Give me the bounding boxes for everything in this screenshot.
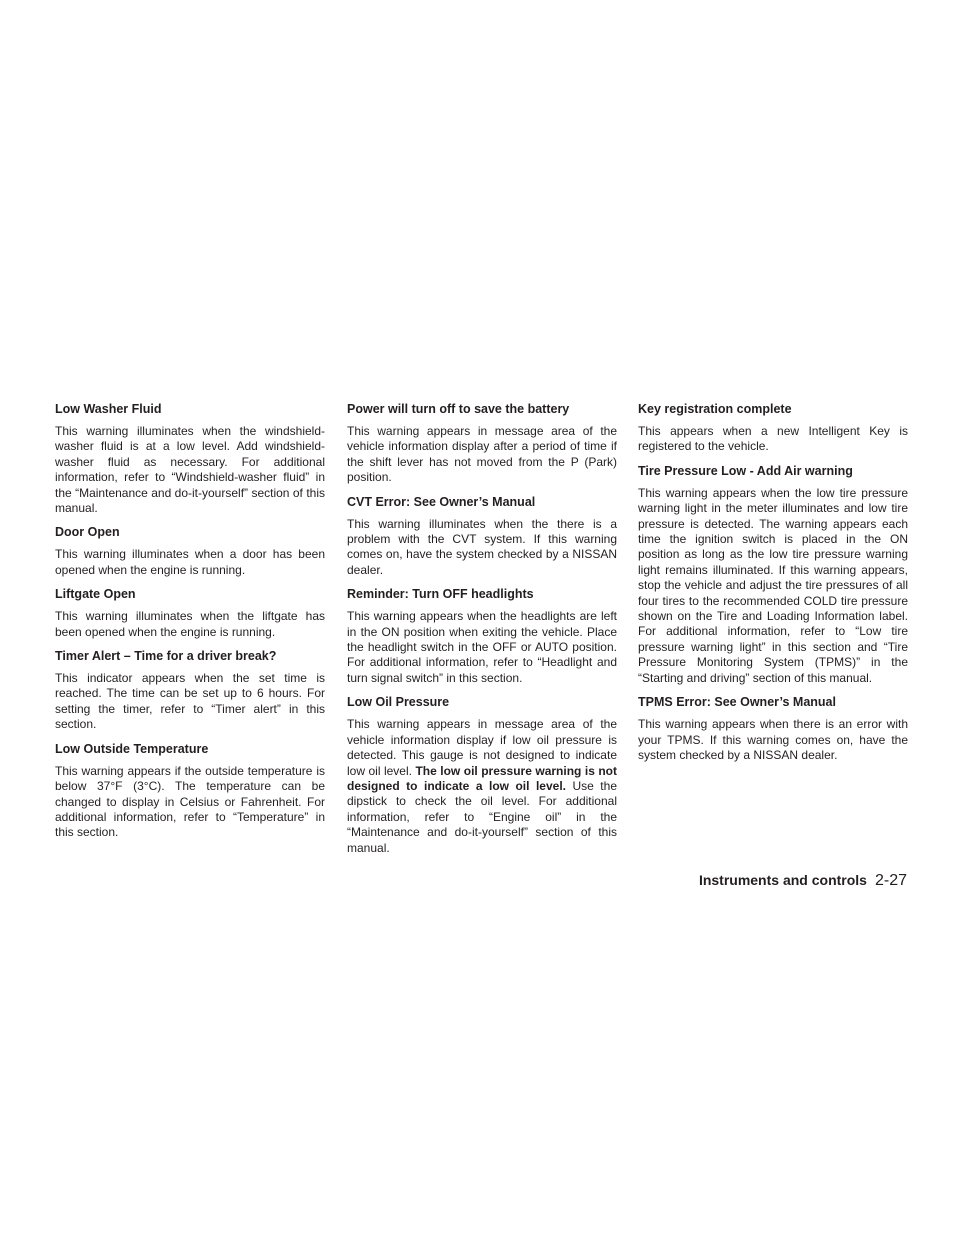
section-heading: Door Open (55, 525, 120, 540)
section-body: This warning appears if the outside temperature is below 37°F (3°C). The temperature can be changed to display in Celsius or Fahrenheit. For additional information, refer to “Temperature” in this section. (55, 763, 325, 840)
section-low-washer-fluid (55, 401, 325, 516)
section-body: This warning appears when the headlights are left in the ON position when exiting the vehicle. Place the headlight switch in the OFF or AUTO position. For additional information, refer to “Headlight and turn signal switch” in this section. (347, 609, 617, 685)
page-number: 2-27 (874, 872, 907, 889)
text-column-1 (55, 401, 325, 849)
section-tpms-error (638, 694, 908, 763)
section-body: This warning appears in message area of the vehicle information display after a period of time if the shift lever has not moved from the P (Park) position. (347, 424, 617, 485)
section-heading: CVT Error: See Owner’s Manual (347, 494, 536, 509)
section-body: This warning appears when there is an error with your TPMS. If this warning comes on, have the system checked by a NISSAN dealer. (638, 717, 908, 762)
section-low-oil-pressure (347, 694, 617, 856)
section-heading: Low Oil Pressure (347, 695, 450, 710)
section-body: This warning illuminates when the there is a problem with the CVT system. If this warning comes on, have the system checked by a NISSAN dealer. (347, 516, 617, 577)
text-column-2 (347, 401, 617, 864)
page-footer (699, 871, 907, 890)
section-body: This warning illuminates when a door has been opened when the engine is running. (55, 547, 325, 577)
section-body (347, 717, 617, 856)
section-heading: Timer Alert – Time for a driver break? (55, 649, 277, 664)
body-bold-warning: The low oil pressure warning is not designed to indicate a low oil level. (347, 763, 617, 793)
section-body: This appears when a new Intelligent Key is registered to the vehicle. (638, 424, 908, 454)
body-text: Use the dipstick to check the oil level. For additional information, refer to “Engine oil” in the “Maintenance and do-it-yourself” section of this manual. (347, 778, 617, 855)
section-heading: Reminder: Turn OFF headlights (347, 587, 534, 602)
section-heading: Power will turn off to save the battery (347, 402, 570, 416)
section-body: This indicator appears when the set time is reached. The time can be set up to 6 hours. For setting the timer, refer to “Timer alert” in this section. (55, 671, 325, 732)
section-reminder-headlights (347, 586, 617, 686)
section-heading: Low Washer Fluid (55, 402, 162, 416)
section-heading: Liftgate Open (55, 587, 136, 602)
section-heading: Low Outside Temperature (55, 741, 209, 756)
section-heading: Tire Pressure Low - Add Air warning (638, 463, 853, 478)
footer-section-name: Instruments and controls (698, 872, 867, 888)
section-tire-pressure-low (638, 463, 908, 686)
section-door-open (55, 524, 325, 578)
text-column-3 (638, 401, 908, 771)
section-heading: Key registration complete (638, 402, 792, 416)
section-heading: TPMS Error: See Owner’s Manual (638, 695, 836, 710)
section-power-turn-off (347, 401, 617, 486)
section-low-outside-temperature (55, 741, 325, 841)
section-body: This warning illuminates when the liftgate has been opened when the engine is running. (55, 609, 325, 639)
section-liftgate-open (55, 586, 325, 640)
section-key-registration (638, 401, 908, 455)
section-body: This warning illuminates when the windshield-washer fluid is at a low level. Add windshield-washer fluid as necessary. For additional information, refer to “Windshield-washer fluid” in the “Maintenance and do-it-yourself” section of this manual. (55, 424, 325, 516)
body-text: This warning appears in message area of the vehicle information display if low oil pressure is detected. This gauge is not designed to indicate low oil level. (347, 717, 617, 778)
section-cvt-error (347, 494, 617, 579)
section-timer-alert (55, 648, 325, 733)
section-body: This warning appears when the low tire pressure warning light in the meter illuminates and low tire pressure is detected. The warning appears each time the ignition switch is placed in the ON position as long as the low tire pressure warning light remains illuminated. If this warning appears, stop the vehicle and adjust the tire pressures of all four tires to the recommended COLD tire pressure shown on the Tire and Loading Information label. For additional information, refer to “Low tire pressure warning light” in this section and “Tire Pressure Monitoring System (TPMS)” in the “Starting and driving” section of this manual. (638, 485, 908, 685)
